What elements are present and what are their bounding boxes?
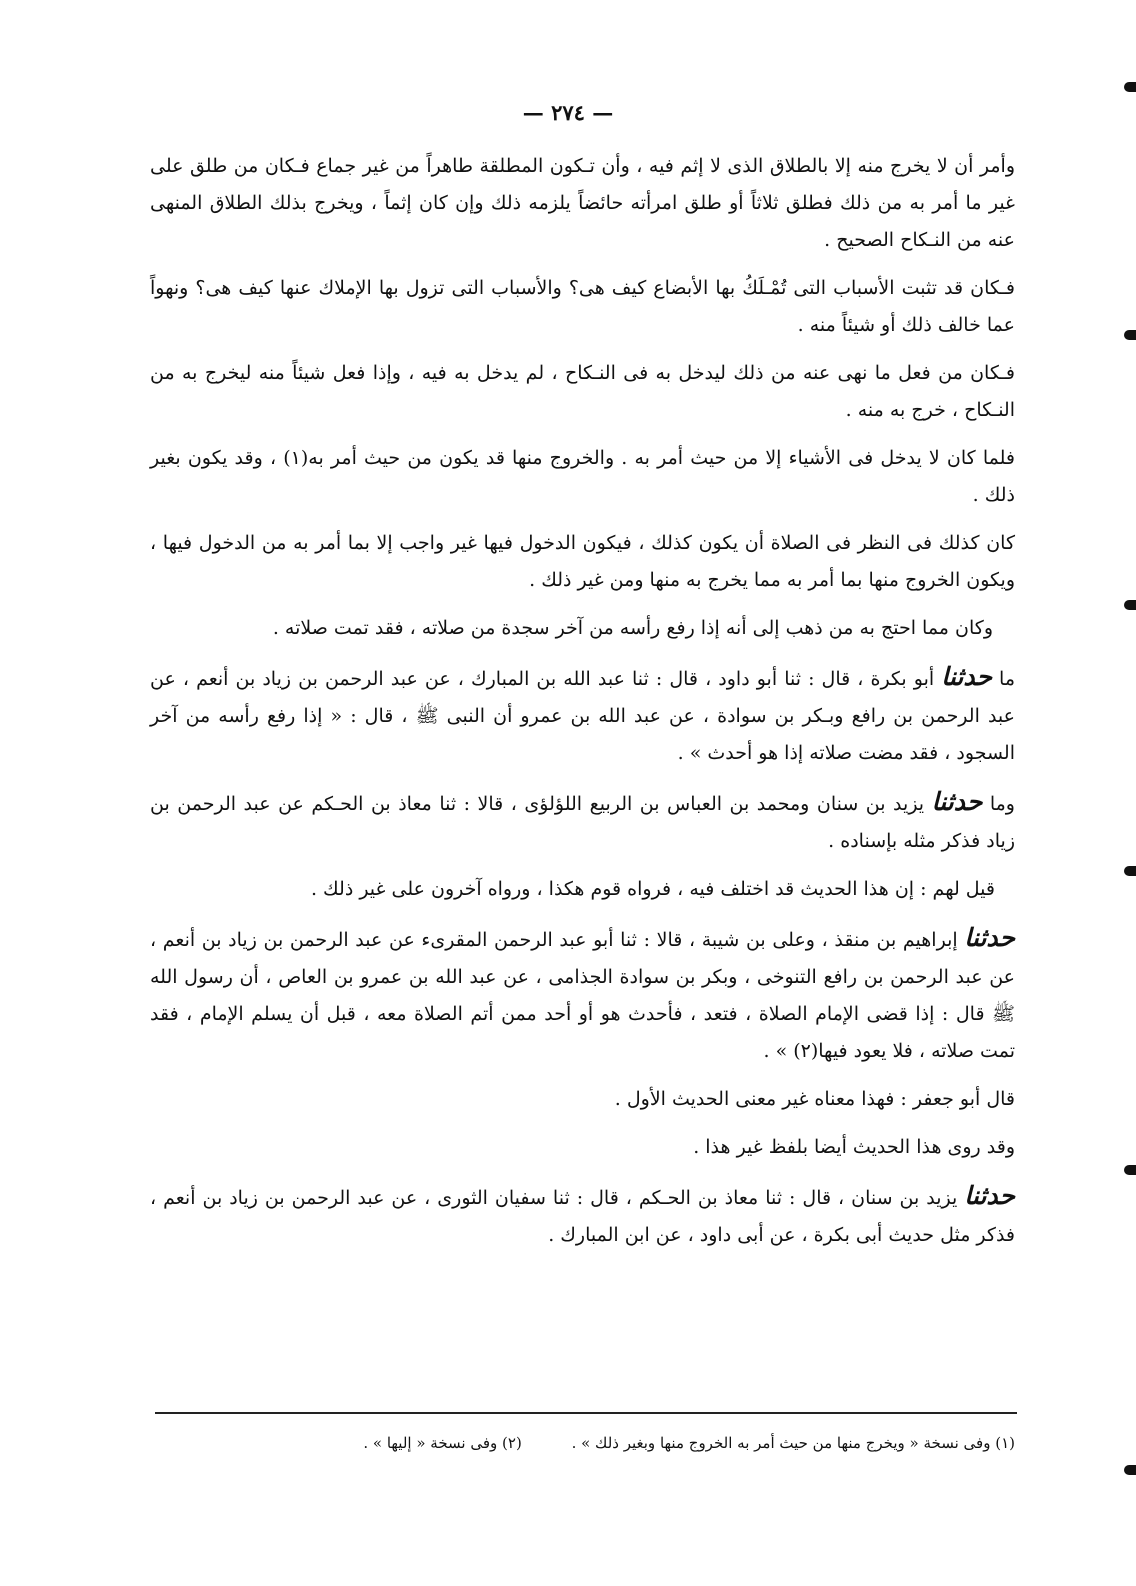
paragraph-1: وأمر أن لا يخرج منه إلا بالطلاق الذى لا إثم فيه ، وأن تـكون المطلقة طاهراً من غير جماع فـكان من طلق على غير ما أمر به من ذلك فطلق ثلاثاً أو طلق امرأته حائضاً يلزمه ذلك وإن كان إثماً ، ويخرج بذلك الطلاق المنهى عنه من النـكاح الصحيح . [150, 155, 1015, 251]
paragraph-7-lead: ما [999, 668, 1015, 690]
paragraph-11: قال أبو جعفر : فهذا معناه غير معنى الحديث الأول . [614, 1088, 1015, 1110]
footnote-2: (٢) وفى نسخة « إليها » . [363, 1434, 522, 1452]
paragraph-5: كان كذلك فى النظر فى الصلاة أن يكون كذلك ، فيكون الدخول فيها غير واجب إلا بما أمر به من الدخول فيها ، ويكون الخروج منها بما أمر به مما يخرج به منها ومن غير ذلك . [150, 532, 1015, 591]
hadith-keyword: حدثنا [964, 1181, 1015, 1210]
paragraph-9: قيل لهم : إن هذا الحديث قد اختلف فيه ، فرواه قوم هكذا ، ورواه آخرون على غير ذلك . [310, 878, 995, 900]
paragraph-8-lead: وما [989, 793, 1015, 815]
hadith-keyword: حدثنا [941, 662, 992, 691]
binding-edge-mark [1124, 600, 1136, 610]
page-number: — ٢٧٤ — [522, 100, 614, 125]
binding-edge-mark [1124, 1165, 1136, 1175]
hadith-keyword: حدثنا [964, 923, 1015, 952]
body-text [150, 148, 1015, 1265]
paragraph-12: وقد روى هذا الحديث أيضا بلفظ غير هذا . [693, 1136, 1015, 1158]
paragraph-3: فـكان من فعل ما نهى عنه من ذلك ليدخل به فى النـكاح ، لم يدخل به فيه ، وإذا فعل شيئاً منه ليخرج به من النـكاح ، خرج به منه . [150, 362, 1015, 421]
paragraph-10-text: إبراهيم بن منقذ ، وعلى بن شيبة ، قالا : ثنا أبو عبد الرحمن المقرىء عن عبد الرحمن بن زياد بن أنعم ، عن عبد الرحمن بن رافع التنوخى ، وبكر بن سوادة الجذامى ، عن عبد الله بن عمرو بن العاص ، أن رسول الله ﷺ قال : إذا قضى الإمام الصلاة ، فتعد ، فأحدث هو أو أحد ممن أتم الصلاة معه ، قبل أن يسلم الإمام ، فقد تمت صلاته ، فلا يعود فيها(٢) » . [150, 929, 1015, 1062]
binding-edge-mark [1124, 866, 1136, 876]
footnote-1: (١) وفى نسخة « ويخرج منها من حيث أمر به الخروج منها وبغير ذلك » . [571, 1434, 1015, 1452]
paragraph-13 [150, 1177, 1015, 1254]
hadith-keyword: حدثنا [931, 787, 983, 816]
paragraph-8 [150, 783, 1015, 860]
paragraph-13-text: يزيد بن سنان ، قال : ثنا معاذ بن الحـكم ، قال : ثنا سفيان الثورى ، عن عبد الرحمن بن زياد بن أنعم ، فذكر مثل حديث أبى بكرة ، عن أبى داود ، عن ابن المبارك . [150, 1187, 1015, 1246]
paragraph-7 [150, 658, 1015, 772]
footnote-divider [155, 1412, 1017, 1414]
binding-edge-mark [1124, 1465, 1136, 1475]
paragraph-7-text: أبو بكرة ، قال : ثنا أبو داود ، قال : ثنا عبد الله بن المبارك ، عن عبد الرحمن بن زياد بن أنعم ، عن عبد الرحمن بن رافع وبـكر بن سوادة ، عن عبد الله بن عمرو أن النبى ﷺ ، قال : « إذا رفع رأسه من آخر السجود ، فقد مضت صلاته إذا هو أحدث » . [150, 668, 1015, 764]
binding-edge-mark [1124, 82, 1136, 92]
binding-edge-mark [1124, 330, 1136, 340]
paragraph-6: وكان مما احتج به من ذهب إلى أنه إذا رفع رأسه من آخر سجدة من صلاته ، فقد تمت صلاته . [272, 617, 993, 639]
footnotes [150, 1430, 1015, 1456]
paragraph-8-text: يزيد بن سنان ومحمد بن العباس بن الربيع اللؤلؤى ، قالا : ثنا معاذ بن الحـكم عن عبد الرحمن بن زياد فذكر مثله بإسناده . [150, 793, 1015, 852]
paragraph-2: فـكان قد تثبت الأسباب التى تُمْـلَكُ بها الأبضاع كيف هى؟ والأسباب التى تزول بها الإملاك عنها كيف هى؟ ونهواً عما خالف ذلك أو شيئاً منه . [150, 277, 1015, 336]
paragraph-4: فلما كان لا يدخل فى الأشياء إلا من حيث أمر به . والخروج منها قد يكون من حيث أمر به(١) ، وقد يكون بغير ذلك . [150, 447, 1015, 506]
paragraph-10 [150, 919, 1015, 1070]
